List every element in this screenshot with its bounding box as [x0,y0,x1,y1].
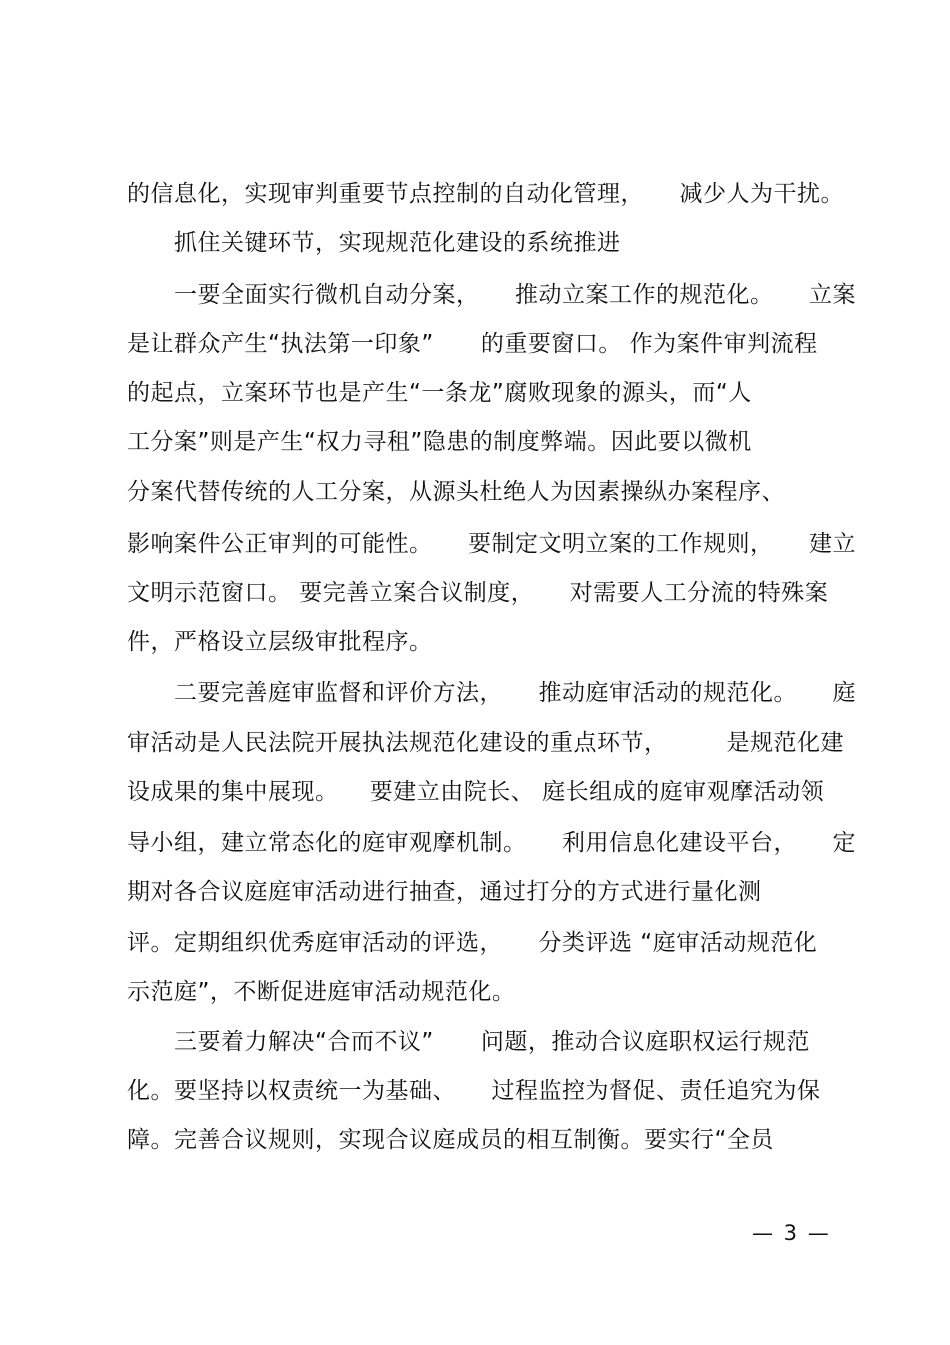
text-line: 设成果的集中展现。 要建立由院长、 庭长组成的庭审观摩活动领 [127,779,825,805]
text-line: 工分案”则是产生“权力寻租”隐患的制度弊端。因此要以微机 [127,429,752,455]
text-line: 化。要坚持以权责统一为基础、 过程监控为督促、责任追究为保 [127,1078,821,1104]
text-line: 导小组，建立常态化的庭审观摩机制。 利用信息化建设平台， 定 [127,830,856,856]
text-line: 一要全面实行微机自动分案， 推动立案工作的规范化。 立案 [127,282,856,308]
section-heading: 抓住关键环节，实现规范化建设的系统推进 [127,230,621,256]
text-line: 影响案件公正审判的可能性。 要制定文明立案的工作规则， 建立 [127,531,856,557]
text-line: 三要着力解决“合而不议” 问题，推动合议庭职权运行规范 [127,1029,810,1055]
text-line: 期对各合议庭庭审活动进行抽查，通过打分的方式进行量化测 [127,879,762,905]
text-line: 的信息化，实现审判重要节点控制的自动化管理， 减少人为干扰。 [127,181,844,207]
text-line: 二要完善庭审监督和评价方法， 推动庭审活动的规范化。 庭 [127,680,856,706]
page-number: — 3 — [752,1221,831,1245]
text-line: 文明示范窗口。 要完善立案合议制度， 对需要人工分流的特殊案 [127,580,829,606]
text-line: 障。完善合议规则，实现合议庭成员的相互制衡。要实行“全员 [127,1127,774,1153]
text-line: 审活动是人民法院开展执法规范化建设的重点环节， 是规范化建 [127,730,844,756]
text-line: 是让群众产生“执法第一印象” 的重要窗口。 作为案件审判流程 [127,331,818,357]
text-line: 件，严格设立层级审批程序。 [127,629,433,655]
text-line: 的起点，立案环节也是产生“一条龙”腐败现象的源头，而“人 [127,380,752,406]
text-line: 示范庭”，不断促进庭审活动规范化。 [127,979,516,1005]
text-line: 评。定期组织优秀庭审活动的评选， 分类评选 “庭审活动规范化 [127,930,818,956]
text-line: 分案代替传统的人工分案，从源头杜绝人为因素操纵办案程序、 [127,479,785,505]
